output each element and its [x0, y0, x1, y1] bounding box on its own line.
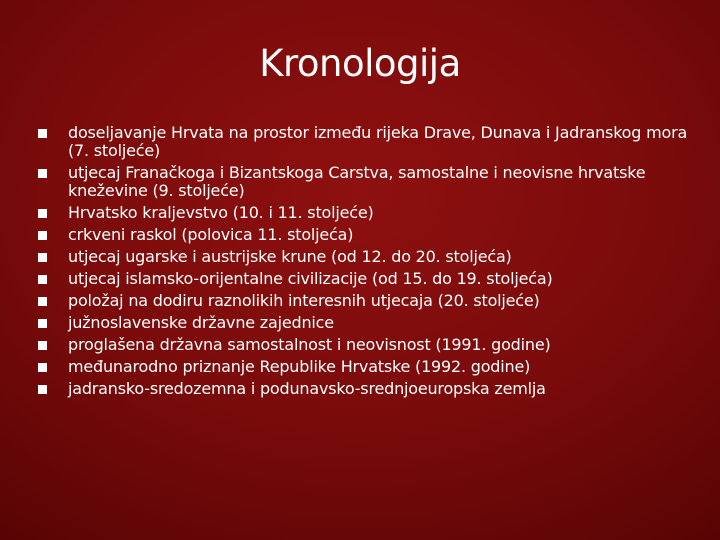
square-bullet-icon — [38, 341, 47, 350]
bullet-text: međunarodno priznanje Republike Hrvatske (1992. godine) — [68, 357, 531, 376]
bullet-item — [38, 380, 688, 398]
bullet-text: crkveni raskol (polovica 11. stoljeća) — [68, 225, 354, 244]
bullet-item — [38, 124, 688, 160]
bullet-item — [38, 358, 688, 376]
square-bullet-icon — [38, 319, 47, 328]
bullet-item — [38, 270, 688, 288]
square-bullet-icon — [38, 253, 47, 262]
bullet-text: jadransko-sredozemna i podunavsko-srednjoeuropska zemlja — [68, 379, 546, 398]
bullet-item — [38, 204, 688, 222]
slide-title: Kronologija — [259, 42, 461, 85]
square-bullet-icon — [38, 231, 47, 240]
bullet-text: doseljavanje Hrvata na prostor između rijeka Drave, Dunava i Jadranskog mora (7. stoljeće) — [68, 123, 688, 160]
bullet-text: južnoslavenske državne zajednice — [68, 313, 334, 332]
square-bullet-icon — [38, 169, 47, 178]
bullet-text: Hrvatsko kraljevstvo (10. i 11. stoljeće) — [68, 203, 374, 222]
bullet-text: položaj na dodiru raznolikih interesnih utjecaja (20. stoljeće) — [68, 291, 540, 310]
bullet-item — [38, 336, 688, 354]
square-bullet-icon — [38, 385, 47, 394]
bullet-text: utjecaj ugarske i austrijske krune (od 12. do 20. stoljeća) — [68, 247, 512, 266]
bullet-text: utjecaj islamsko-orijentalne civilizacije (od 15. do 19. stoljeća) — [68, 269, 553, 288]
bullet-item — [38, 226, 688, 244]
square-bullet-icon — [38, 297, 47, 306]
bullet-list — [38, 124, 688, 402]
square-bullet-icon — [38, 275, 47, 284]
bullet-text: utjecaj Franačkoga i Bizantskoga Carstva, samostalne i neovisne hrvatske kneževine (9. stoljeće) — [68, 163, 646, 200]
square-bullet-icon — [38, 129, 47, 138]
bullet-item — [38, 164, 688, 200]
bullet-item — [38, 314, 688, 332]
bullet-text: proglašena državna samostalnost i neovisnost (1991. godine) — [68, 335, 551, 354]
bullet-item — [38, 248, 688, 266]
square-bullet-icon — [38, 363, 47, 372]
bullet-item — [38, 292, 688, 310]
square-bullet-icon — [38, 209, 47, 218]
